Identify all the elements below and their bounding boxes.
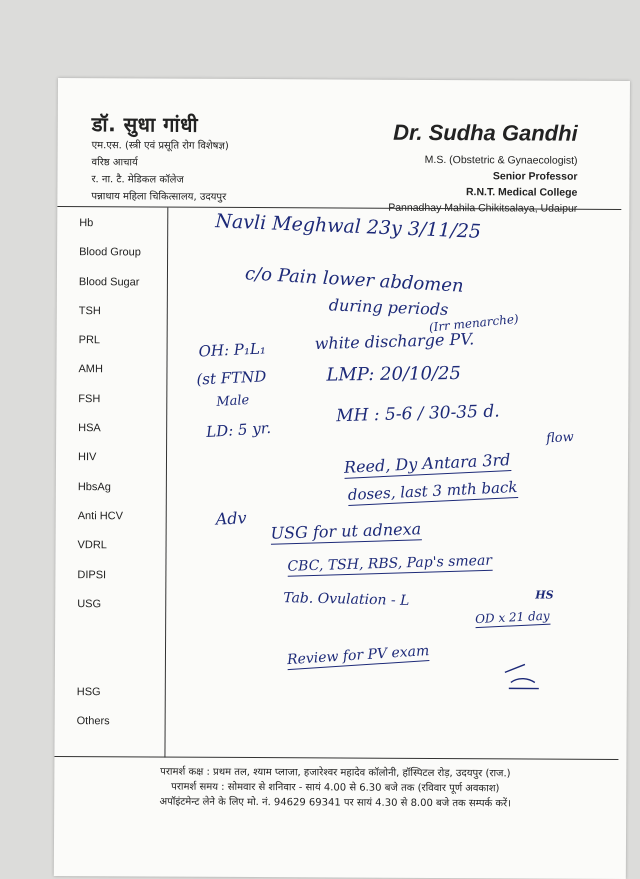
hw-received-injection: Reed, Dy Antara 3rd bbox=[343, 450, 511, 477]
footer-divider bbox=[54, 756, 618, 760]
hw-during-periods: during periods bbox=[328, 295, 449, 320]
test-dipsi: DIPSI bbox=[77, 569, 107, 582]
hw-obstetric-history: OH: P₁L₁ bbox=[198, 339, 267, 361]
hw-white-discharge: white discharge PV. bbox=[314, 329, 475, 354]
footer-timing: परामर्श समय : सोमवार से शनिवार - सायं 4.00 से 6.30 बजे तक (रविवार पूर्ण अवकाश) bbox=[171, 781, 500, 795]
test-hbsag: HbsAg bbox=[77, 481, 111, 494]
hw-first-ftnd: (st FTND bbox=[196, 367, 267, 389]
qualification-hindi: एम.एस. (स्त्री एवं प्रसूति रोग विशेषज्ञ) bbox=[91, 140, 229, 152]
hw-hs: HS bbox=[535, 588, 554, 602]
test-usg: USG bbox=[77, 598, 102, 611]
test-fsh: FSH bbox=[78, 393, 101, 406]
test-amh: AMH bbox=[78, 363, 103, 376]
test-hb: Hb bbox=[79, 217, 94, 230]
hw-menstrual-history: MH : 5-6 / 30-35 d. bbox=[335, 401, 500, 427]
test-blood-group: Blood Group bbox=[79, 246, 141, 259]
footer-address: परामर्श कक्ष : प्रथम तल, श्याम प्लाजा, हजारेश्वर महादेव कॉलोनी, हॉस्पिटल रोड़, उदयपुर (राज.) bbox=[160, 766, 511, 780]
test-hsg: HSG bbox=[76, 686, 101, 699]
hw-usg: USG for ut adnexa bbox=[270, 519, 422, 543]
hw-tablet: Tab. Ovulation - L bbox=[283, 590, 410, 609]
test-others: Others bbox=[76, 715, 110, 728]
test-vdrl: VDRL bbox=[77, 539, 107, 552]
test-hsa: HSA bbox=[78, 422, 101, 435]
test-tsh: TSH bbox=[78, 305, 101, 318]
hw-male: Male bbox=[215, 392, 250, 410]
test-blood-sugar: Blood Sugar bbox=[78, 276, 140, 289]
hw-patient-line: Navli Meghwal 23y 3/11/25 bbox=[214, 210, 482, 243]
hw-blood-tests: CBC, TSH, RBS, Pap's smear bbox=[287, 552, 493, 575]
prescription-sheet bbox=[54, 78, 630, 879]
qualification-english: M.S. (Obstetric & Gynaecologist) bbox=[424, 153, 578, 167]
hw-doses: doses, last 3 mth back bbox=[347, 477, 518, 504]
hw-lmp: LMP: 20/10/25 bbox=[326, 362, 462, 386]
hospital-hindi: पन्नाधाय महिला चिकित्सालय, उदयपुर bbox=[91, 191, 227, 203]
test-anti-hcv: Anti HCV bbox=[77, 510, 123, 523]
hw-duration: OD x 21 day bbox=[474, 608, 550, 627]
test-hiv: HIV bbox=[77, 451, 97, 464]
doctor-name-english: Dr. Sudha Gandhi bbox=[393, 119, 578, 146]
header-hindi bbox=[91, 110, 229, 206]
signature-mark bbox=[495, 658, 545, 698]
college-english: R.N.T. Medical College bbox=[465, 186, 578, 199]
header-english bbox=[388, 120, 578, 217]
designation-hindi: वरिष्ठ आचार्य bbox=[91, 157, 138, 169]
hw-last-delivery: LD: 5 yr. bbox=[205, 418, 272, 442]
hw-advice: Adv bbox=[215, 508, 247, 529]
designation-english: Senior Professor bbox=[492, 170, 578, 183]
test-prl: PRL bbox=[78, 334, 101, 347]
hw-flow: flow bbox=[545, 429, 575, 447]
hw-irregular-menarche: (Irr menarche) bbox=[428, 311, 520, 335]
footer-appointment: अपॉइंटमेन्ट लेने के लिए मो. नं. 94629 69341 पर सायं 4.30 से 8.00 बजे तक सम्पर्क करें। bbox=[159, 796, 511, 810]
hw-complaint: c/o Pain lower abdomen bbox=[244, 263, 465, 297]
hw-review: Review for PV exam bbox=[286, 643, 430, 669]
footer bbox=[54, 764, 616, 812]
college-hindi: र. ना. टै. मेडिकल कॉलेज bbox=[91, 174, 184, 186]
doctor-name-hindi: डॉ. सुधा गांधी bbox=[91, 112, 199, 137]
